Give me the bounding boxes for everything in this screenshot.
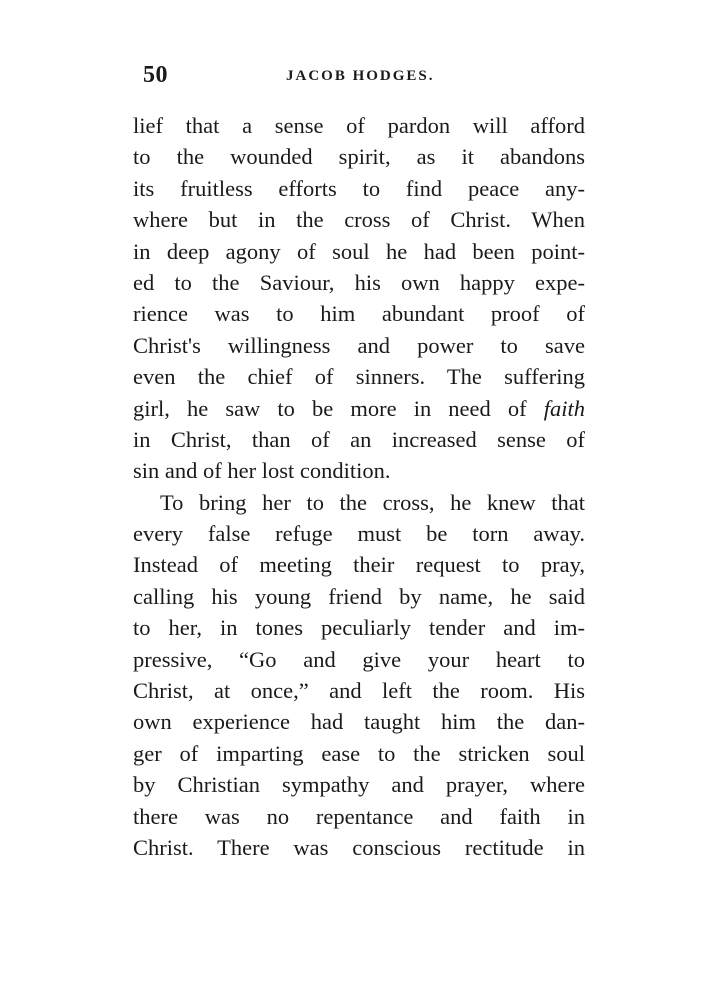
page-number: 50 (143, 62, 168, 88)
text-line: To bring her to the cross, he knew that (160, 489, 585, 515)
text-line: sin and of her lost condition. (133, 458, 391, 484)
paragraph (133, 487, 585, 864)
running-head: JACOB HODGES. (286, 68, 435, 84)
text-line (133, 393, 585, 424)
text-line: rience was to him abundant proof of (133, 301, 585, 327)
text-line: lief that a sense of pardon will afford (133, 113, 585, 138)
text-line: in deep agony of soul he had been point- (133, 238, 585, 264)
text-line: own experience had taught him the dan- (133, 709, 585, 735)
page-header (143, 62, 583, 92)
text-line: Instead of meeting their request to pray, (133, 552, 585, 578)
text-line: to the wounded spirit, as it abandons (133, 144, 585, 170)
text-line: there was no repentance and faith in (133, 803, 585, 829)
text-line: ed to the Saviour, his own happy expe- (133, 269, 585, 295)
text-line: every false refuge must be torn away. (133, 521, 585, 547)
text-line: ger of imparting ease to the stricken soul (133, 740, 585, 766)
text-line: Christ, at once,” and left the room. His (133, 678, 585, 704)
text-line: even the chief of sinners. The suffering (133, 364, 585, 390)
text-segment: girl, he saw to be more in need of (133, 395, 527, 421)
text-line: Christ. There was conscious rectitude in (133, 834, 585, 860)
text-line: to her, in tones peculiarly tender and im- (133, 615, 585, 641)
italic-word: faith (543, 395, 585, 421)
text-line: calling his young friend by name, he said (133, 583, 585, 609)
text-line: by Christian sympathy and prayer, where (133, 772, 585, 798)
text-line: its fruitless efforts to find peace any- (133, 175, 585, 201)
text-line: Christ's willingness and power to save (133, 332, 585, 358)
body-text (133, 110, 585, 863)
text-line: pressive, “Go and give your heart to (133, 646, 585, 672)
paragraph (133, 110, 585, 487)
text-line: where but in the cross of Christ. When (133, 207, 585, 233)
text-line: in Christ, than of an increased sense of (133, 426, 585, 452)
